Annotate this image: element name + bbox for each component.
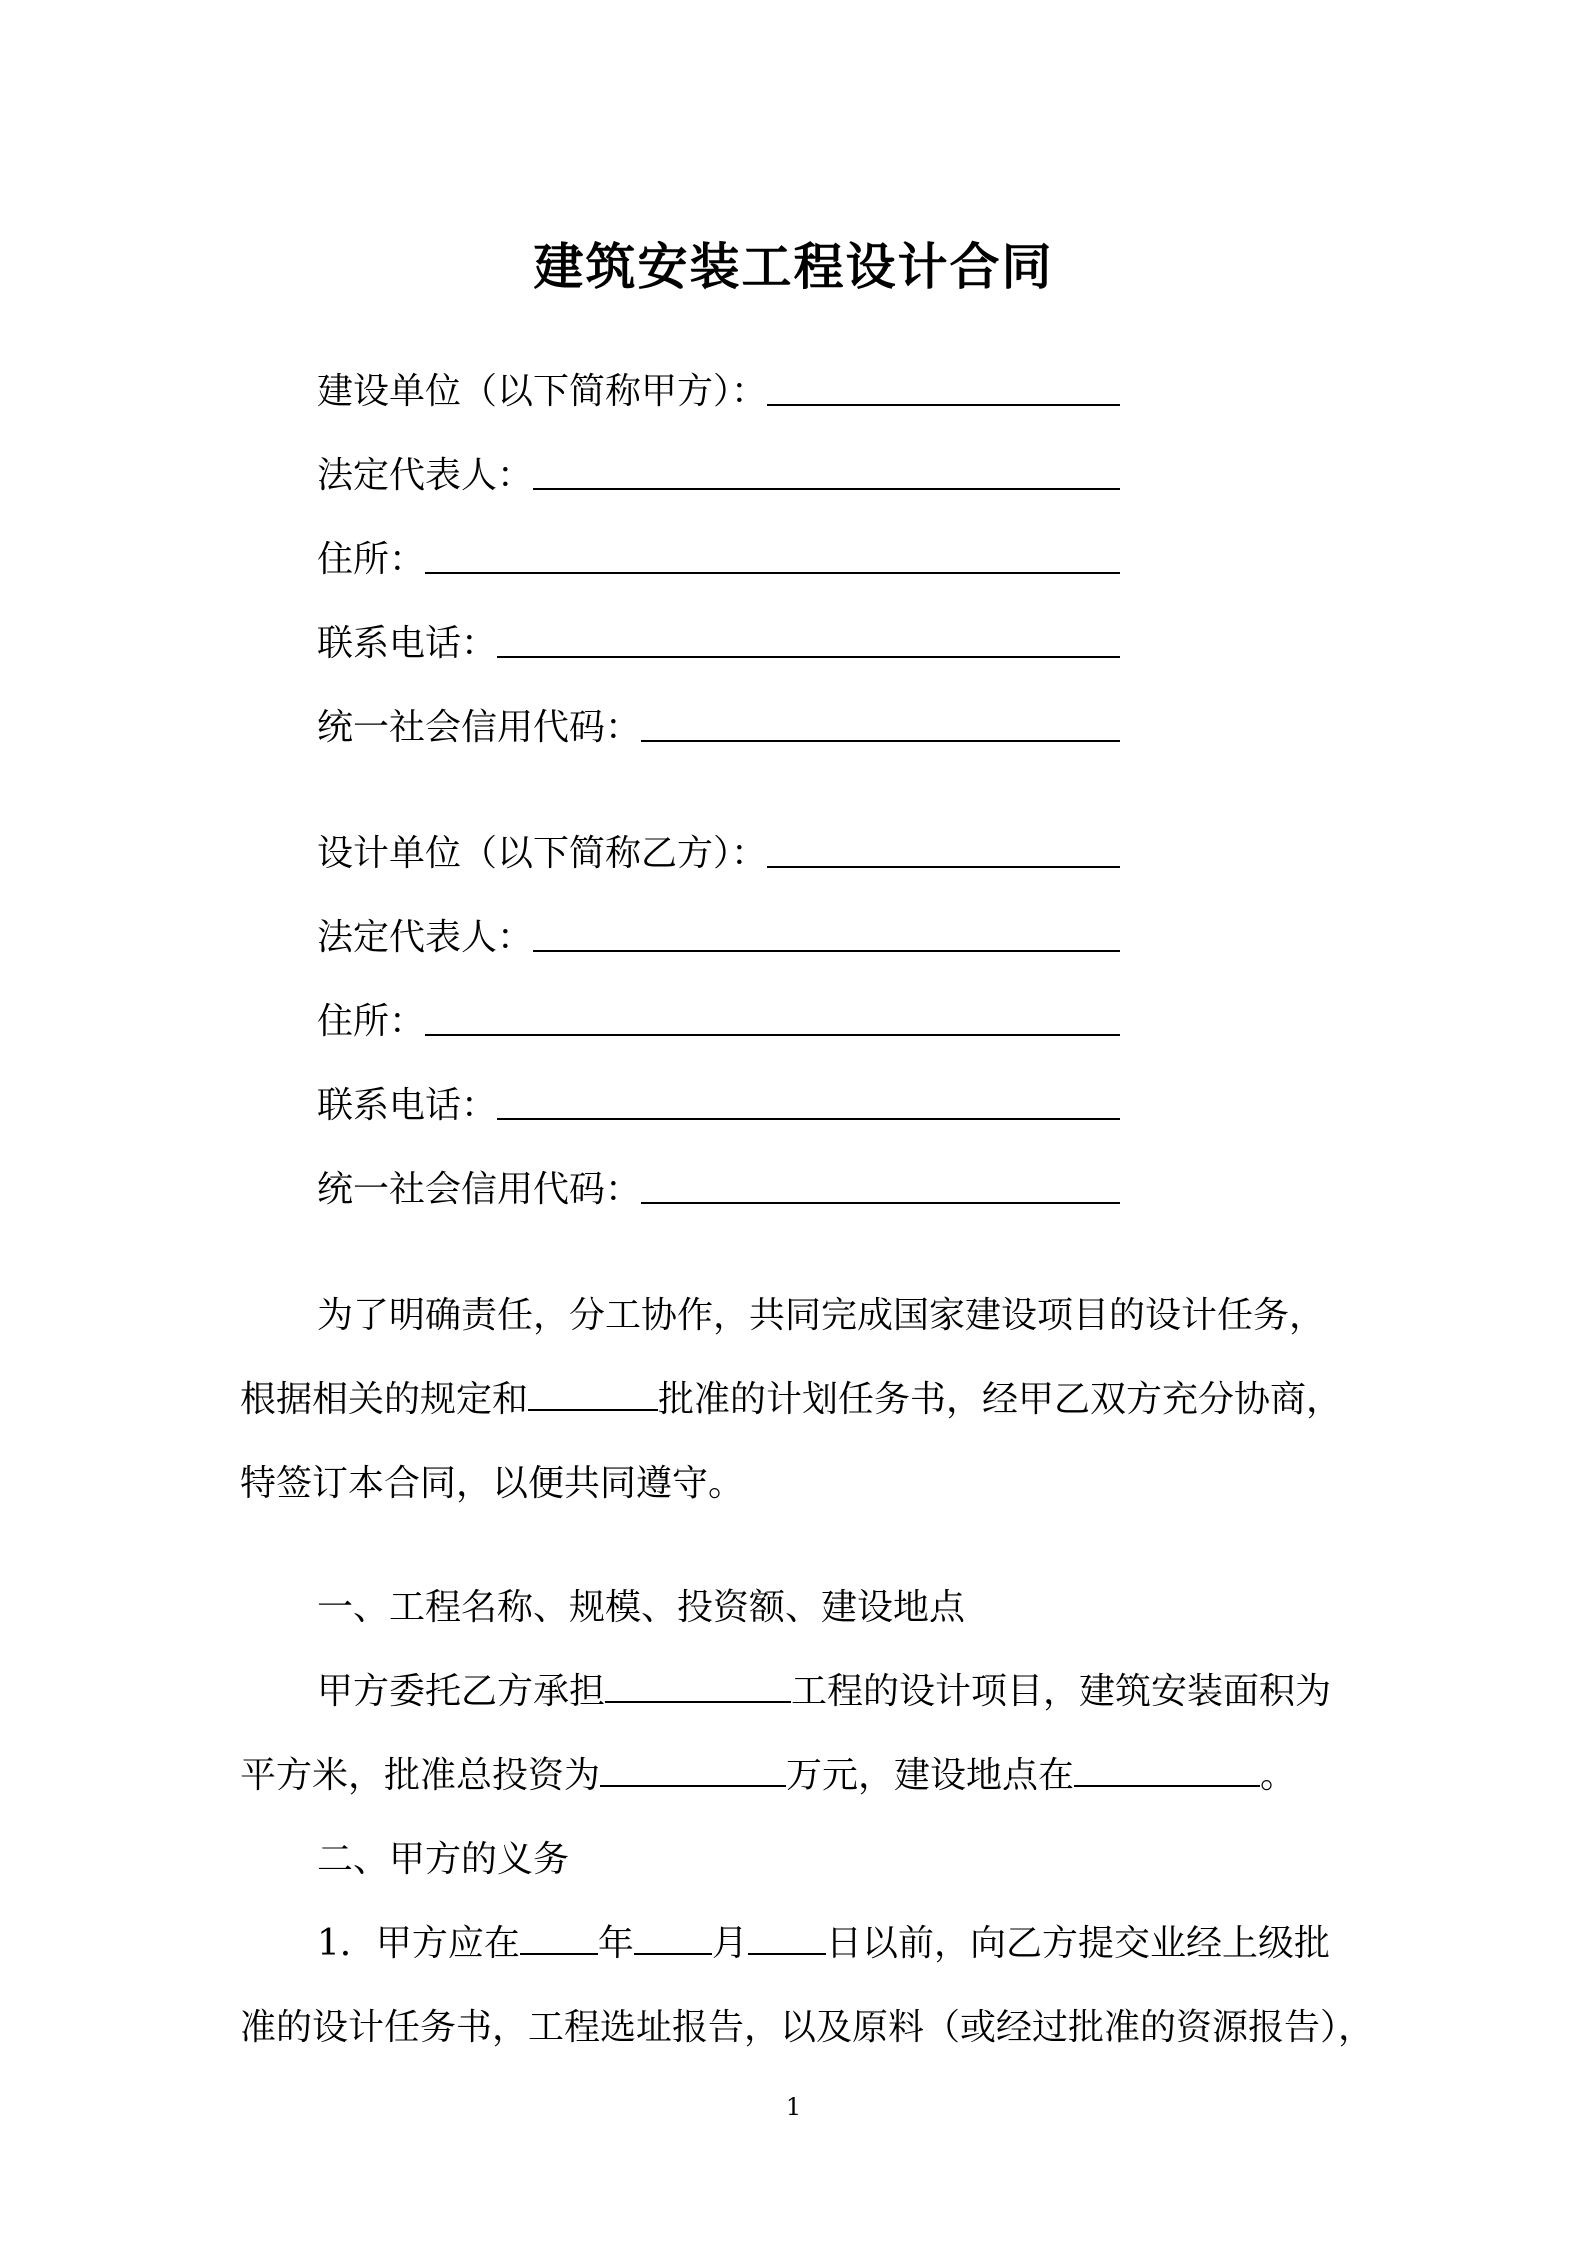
party-a-unit-blank[interactable] — [767, 404, 1120, 406]
party-a-credit-code-blank[interactable] — [641, 740, 1120, 742]
party-b-rep-blank[interactable] — [533, 950, 1120, 952]
party-b-phone-blank[interactable] — [497, 1118, 1120, 1120]
document-title: 建筑安装工程设计合同 — [533, 237, 1054, 296]
party-b-credit-code-blank[interactable] — [641, 1202, 1120, 1204]
party-a-credit-code-field — [317, 704, 1120, 752]
section-2-item-1-line-2: 准的设计任务书，工程选址报告，以及原料（或经过批准的资源报告）， — [240, 2007, 1375, 2048]
party-a-unit-field — [317, 368, 1120, 416]
project-name-blank[interactable] — [605, 1671, 791, 1703]
party-b-unit-blank[interactable] — [767, 866, 1120, 868]
party-a-address-blank[interactable] — [425, 572, 1120, 574]
total-investment-blank[interactable] — [600, 1755, 786, 1787]
preamble-line-2 — [240, 1376, 1360, 1424]
page-number: 1 — [785, 2093, 802, 2121]
party-b-credit-code-field — [317, 1166, 1120, 1214]
item-1-end: 日以前，向乙方提交业经上级批 — [825, 1923, 1330, 1964]
party-b-rep-field — [317, 914, 1120, 962]
section-1-line-2-start: 平方米，批准总投资为 — [240, 1755, 601, 1796]
section-1-line-2-end: 。 — [1260, 1755, 1297, 1796]
year-label: 年 — [597, 1923, 634, 1964]
party-a-unit-label: 建设单位（以下简称甲方）： — [317, 371, 768, 412]
section-2-heading: 二、甲方的义务 — [317, 1839, 570, 1880]
approval-authority-blank[interactable] — [528, 1379, 658, 1411]
party-a-credit-code-label: 统一社会信用代码： — [317, 707, 642, 748]
item-1-start: 1．甲方应在 — [317, 1923, 520, 1964]
party-b-rep-label: 法定代表人： — [317, 917, 534, 958]
party-b-address-label: 住所： — [317, 1001, 426, 1042]
preamble-line-3: 特签订本合同，以便共同遵守。 — [240, 1463, 745, 1504]
section-1-heading: 一、工程名称、规模、投资额、建设地点 — [317, 1587, 966, 1628]
party-b-unit-label: 设计单位（以下简称乙方）： — [317, 833, 768, 874]
party-a-address-label: 住所： — [317, 539, 426, 580]
party-b-credit-code-label: 统一社会信用代码： — [317, 1169, 642, 1210]
section-1-line-1-end: 工程的设计项目，建筑安装面积为 — [791, 1671, 1332, 1712]
section-1-line-1 — [317, 1668, 1331, 1716]
month-label: 月 — [711, 1923, 748, 1964]
party-a-rep-label: 法定代表人： — [317, 455, 534, 496]
day-blank[interactable] — [748, 1923, 826, 1955]
party-a-phone-field — [317, 620, 1120, 668]
preamble-line-2-start: 根据相关的规定和 — [240, 1379, 529, 1420]
section-1-line-2-mid: 万元，建设地点在 — [786, 1755, 1075, 1796]
month-blank[interactable] — [634, 1923, 712, 1955]
section-1-line-1-start: 甲方委托乙方承担 — [317, 1671, 606, 1712]
party-a-rep-field — [317, 452, 1120, 500]
preamble-line-2-end: 批准的计划任务书，经甲乙双方充分协商， — [658, 1379, 1343, 1420]
section-1-line-2 — [240, 1752, 1360, 1800]
party-b-address-field — [317, 998, 1120, 1046]
party-b-phone-label: 联系电话： — [317, 1085, 498, 1126]
section-2-item-1 — [317, 1920, 1330, 1968]
party-a-address-field — [317, 536, 1120, 584]
party-a-phone-label: 联系电话： — [317, 623, 498, 664]
party-a-phone-blank[interactable] — [497, 656, 1120, 658]
party-a-rep-blank[interactable] — [533, 488, 1120, 490]
party-b-unit-field — [317, 830, 1120, 878]
preamble-line-1: 为了明确责任，分工协作，共同完成国家建设项目的设计任务， — [317, 1295, 1326, 1336]
party-b-address-blank[interactable] — [425, 1034, 1120, 1036]
year-blank[interactable] — [520, 1923, 598, 1955]
party-b-phone-field — [317, 1082, 1120, 1130]
construction-site-blank[interactable] — [1074, 1755, 1260, 1787]
